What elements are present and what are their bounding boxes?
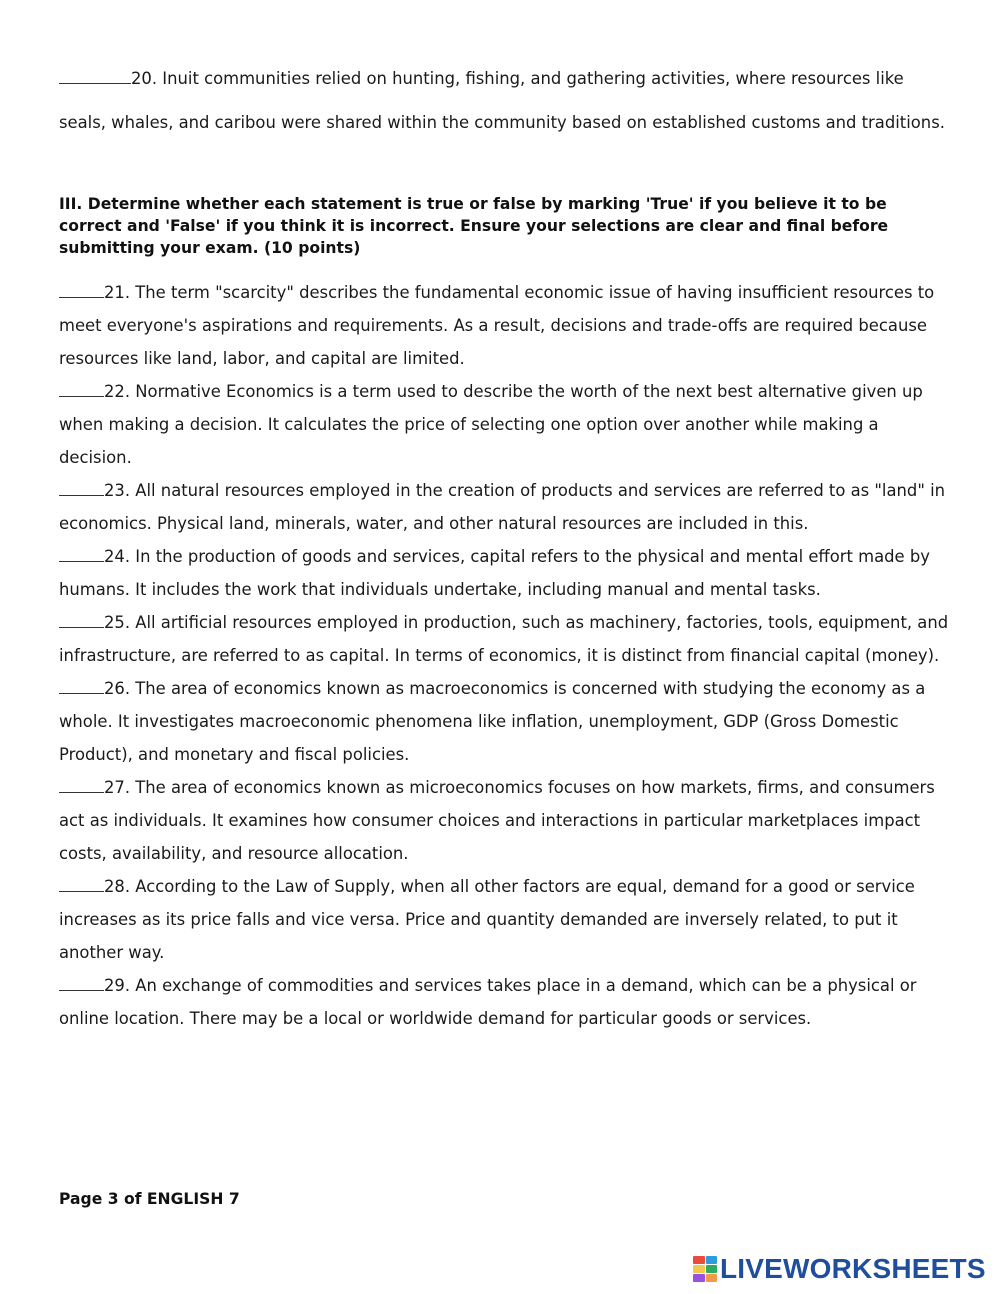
list-item [59,540,949,606]
answer-blank-25[interactable] [59,613,104,628]
list-item [59,672,949,771]
page-footer: Page 3 of ENGLISH 7 [59,1190,240,1208]
true-false-list [59,276,949,1035]
item-text: 28. According to the Law of Supply, when all other factors are equal, demand for a good or service increases as its price falls and vice versa. Price and quantity demanded are inversely related, to put it another way. [59,877,915,962]
logo-blocks-icon [693,1256,717,1282]
item-text: 27. The area of economics known as microeconomics focuses on how markets, firms, and consumers act as individuals. It examines how consumer choices and interactions in particular marketplaces impact costs, availability, and resource allocation. [59,778,935,863]
list-item [59,771,949,870]
item-text: 22. Normative Economics is a term used to describe the worth of the next best alternative given up when making a decision. It calculates the price of selecting one option over another while making a decision. [59,382,923,467]
item-text: 29. An exchange of commodities and services takes place in a demand, which can be a physical or online location. There may be a local or worldwide demand for particular goods or services. [59,976,917,1028]
answer-blank-24[interactable] [59,547,104,562]
answer-blank-29[interactable] [59,976,104,991]
answer-blank-23[interactable] [59,481,104,496]
list-item [59,474,949,540]
answer-blank-26[interactable] [59,679,104,694]
section-heading: III. Determine whether each statement is true or false by marking 'True' if you believe it to be correct and 'False' if you think it is incorrect. Ensure your selections are clear and final before submitting your exam. (10 points) [59,195,889,257]
question-20 [59,57,949,145]
list-item [59,969,949,1035]
item-text: 25. All artificial resources employed in production, such as machinery, factories, tools, equipment, and infrastructure, are referred to as capital. In terms of economics, it is distinct from financial capital (money). [59,613,949,665]
list-item [59,870,949,969]
question-20-text: 20. Inuit communities relied on hunting, fishing, and gathering activities, where resources like seals, whales, and caribou were shared within the community based on established customs and traditions. [59,69,945,132]
answer-blank-27[interactable] [59,778,104,793]
answer-blank-28[interactable] [59,877,104,892]
list-item [59,606,949,672]
list-item [59,375,949,474]
item-text: 21. The term "scarcity" describes the fundamental economic issue of having insufficient resources to meet everyone's aspirations and requirements. As a result, decisions and trade-offs are required because resources like land, labor, and capital are limited. [59,283,935,368]
item-text: 24. In the production of goods and services, capital refers to the physical and mental effort made by humans. It includes the work that individuals undertake, including manual and mental tasks. [59,547,930,599]
item-text: 26. The area of economics known as macroeconomics is concerned with studying the economy as a whole. It investigates macroeconomic phenomena like inflation, unemployment, GDP (Gross Domestic Product), and monetary and fiscal policies. [59,679,926,764]
answer-blank-22[interactable] [59,382,104,397]
brand-name: LIVEWORKSHEETS [720,1253,986,1284]
liveworksheets-logo[interactable] [693,1254,986,1284]
item-text: 23. All natural resources employed in the creation of products and services are referred to as "land" in economics. Physical land, minerals, water, and other natural resources are included in this. [59,481,946,533]
answer-blank-21[interactable] [59,283,104,298]
answer-blank-20[interactable] [59,69,131,84]
list-item [59,276,949,375]
